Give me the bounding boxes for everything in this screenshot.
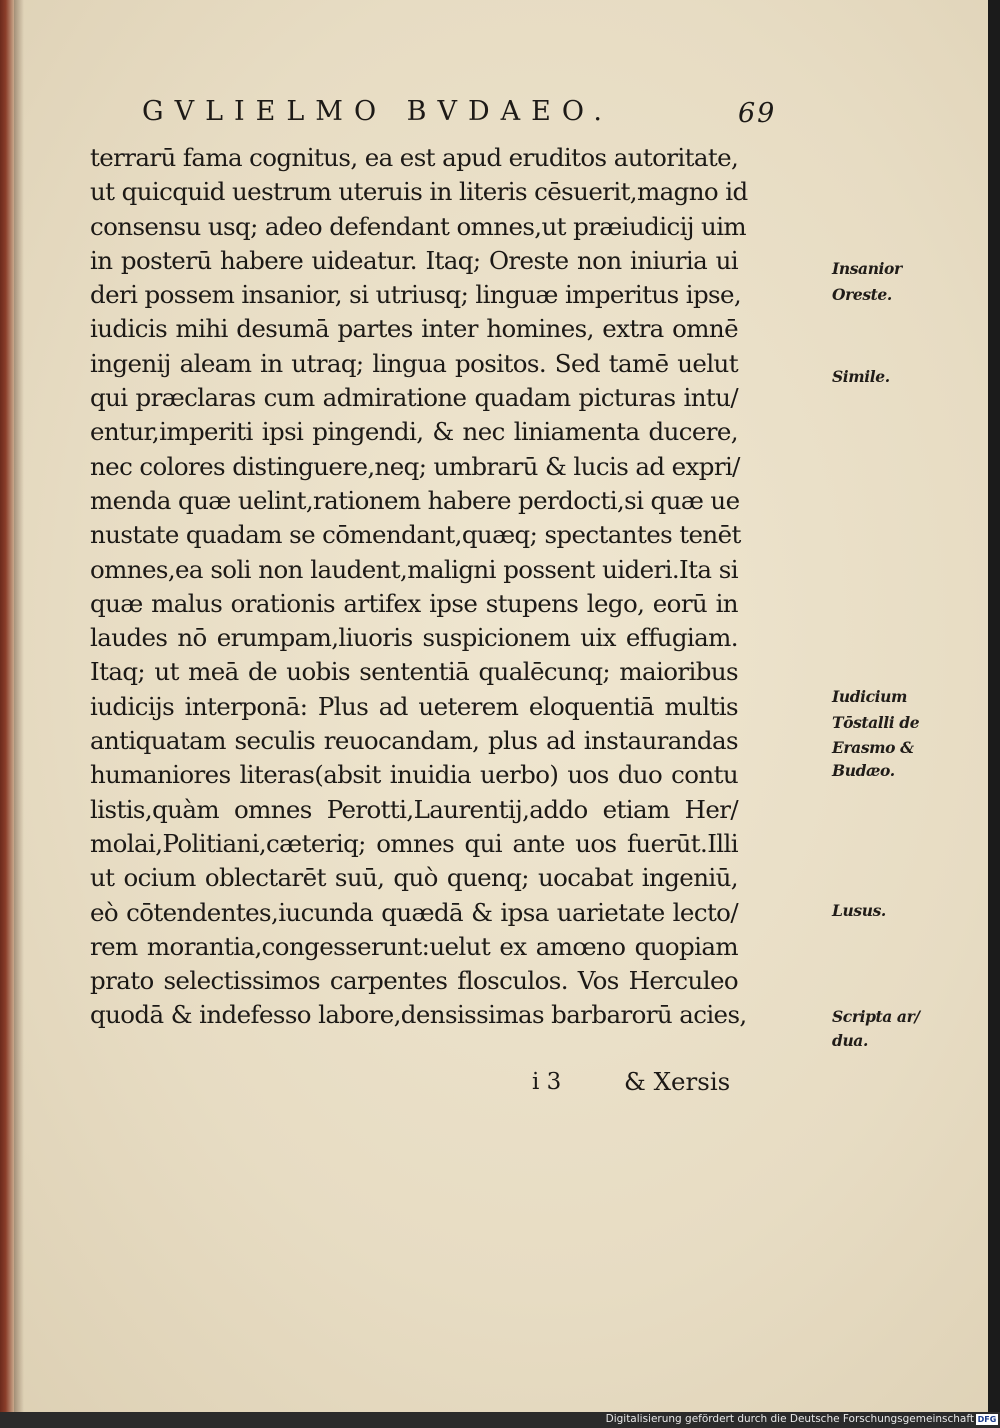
text-line: terrarū fama cognitus, ea est apud eruditos autoritate, bbox=[90, 143, 739, 172]
marginal-note-insanior: Insanior bbox=[832, 259, 902, 278]
signature-mark: i 3 bbox=[532, 1069, 562, 1095]
body-text bbox=[90, 141, 920, 1050]
text-line: eò cōtendentes,iucunda quædā & ipsa uarietate lecto/ bbox=[90, 897, 738, 927]
text-line: consensu usq; adeo defendant omnes,ut præiudicij uim bbox=[90, 211, 747, 241]
marginal-note-erasmo: Erasmo & bbox=[832, 738, 914, 757]
marginal-note-simile: Simile. bbox=[832, 367, 890, 386]
text-line: deri possem insanior, si utriusq; linguæ imperitus ipse, bbox=[90, 280, 742, 310]
text-line: entur,imperiti ipsi pingendi, & nec liniamenta ducere, bbox=[90, 417, 738, 447]
page-number: 69 bbox=[738, 98, 777, 129]
text-line: listis,quàm omnes Perotti,Laurentij,addo etiam Her/ bbox=[90, 794, 738, 824]
footer-credit: Digitalisierung gefördert durch die Deutsche Forschungsgemeinschaft bbox=[605, 1413, 974, 1425]
binding-shadow bbox=[14, 0, 24, 1412]
text-line: laudes nō erumpam,liuoris suspicionem uix effugiam. bbox=[90, 623, 738, 653]
text-line: iudicijs interponā: Plus ad ueterem eloquentiā multis bbox=[90, 691, 738, 721]
text-line: qui præclaras cum admiratione quadam picturas intu/ bbox=[90, 383, 738, 413]
text-line: iudicis mihi desumā partes inter homines, extra omnē bbox=[90, 314, 738, 344]
marginal-note-scripta: Scripta ar/ bbox=[832, 1007, 920, 1026]
dfg-logo-icon: DFG bbox=[977, 1415, 997, 1424]
catchword: & Xersis bbox=[624, 1067, 731, 1096]
text-line: ingenij aleam in utraq; lingua positos. Sed tamē uelut bbox=[90, 348, 738, 378]
book-binding bbox=[0, 0, 14, 1412]
text-line: antiquatam seculis reuocandam, plus ad instaurandas bbox=[90, 726, 738, 756]
text-line: quæ malus orationis artifex ipse stupens lego, eorū in bbox=[90, 588, 738, 618]
text-line: nustate quadam se cōmendant,quæq; spectantes tenēt bbox=[90, 520, 741, 550]
header-title: GVLIELMO BVDAEO. bbox=[142, 96, 613, 127]
text-line: menda quæ uelint,rationem habere perdocti,si quæ ue bbox=[90, 485, 740, 515]
text-line: quodā & indefesso labore,densissimas barbarorū acies, bbox=[90, 1000, 747, 1030]
marginal-note-budaeo: Budæo. bbox=[832, 761, 895, 780]
marginal-note-tostalli: Tōstalli de bbox=[832, 713, 920, 732]
text-line: in posterū habere uideatur. Itaq; Oreste non iniuria ui bbox=[90, 245, 738, 275]
text-line: rem morantia,congesserunt:uelut ex amœno quopiam bbox=[90, 931, 738, 961]
text-line: nec colores distinguere,neq; umbrarū & lucis ad expri/ bbox=[90, 451, 740, 481]
marginal-note-oreste: Oreste. bbox=[832, 285, 892, 304]
marginal-note-lusus: Lusus. bbox=[832, 901, 886, 920]
text-line: humaniores literas(absit inuidia uerbo) uos duo contu bbox=[90, 760, 738, 790]
text-line: prato selectissimos carpentes flosculos. Vos Herculeo bbox=[90, 966, 738, 996]
text-line: molai,Politiani,cæteriq; omnes qui ante uos fuerūt.Illi bbox=[90, 828, 738, 858]
text-line: ut ocium oblectarēt suū, quò quenq; uocabat ingeniū, bbox=[90, 863, 738, 893]
text-line: ut quicquid uestrum uteruis in literis cēsuerit,magno id bbox=[90, 177, 748, 207]
digitization-footer bbox=[0, 1412, 1000, 1428]
text-line: Itaq; ut meā de uobis sententiā qualēcunq; maioribus bbox=[90, 657, 738, 687]
marginal-note-iudicium: Iudicium bbox=[832, 687, 908, 706]
text-line: omnes,ea soli non laudent,maligni possent uideri.Ita si bbox=[90, 554, 738, 584]
running-header bbox=[142, 96, 792, 136]
marginal-note-ardua: dua. bbox=[832, 1031, 868, 1050]
